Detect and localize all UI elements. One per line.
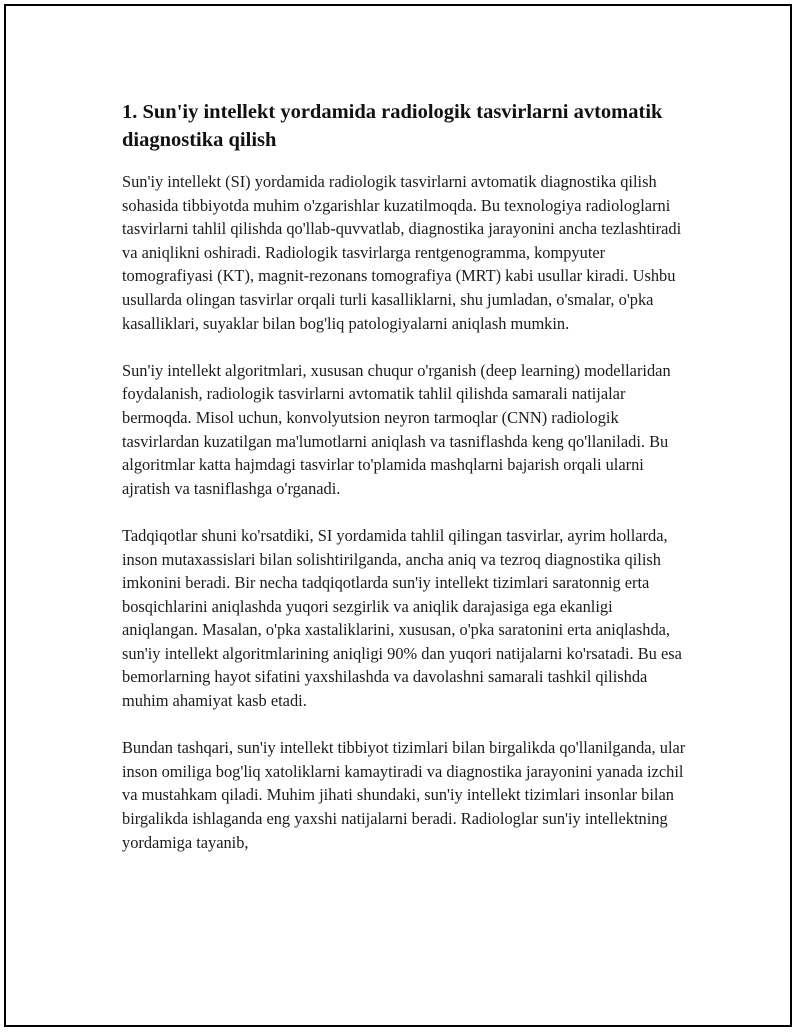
section-heading: 1. Sun'iy intellekt yordamida radiologik tasvirlarni avtomatik diagnostika qilish	[122, 101, 663, 151]
paragraph-2: Sun'iy intellekt algoritmlari, xususan chuqur o'rganish (deep learning) modellaridan foydalanish, radiologik tasvirlarni avtomatik tahlil qilishda samarali natijalar bermoqda. Misol uchun, konvolyutsion neyron tarmoqlar (CNN) radiologik tasvirlardan kuzatilgan ma'lumotlarni aniqlash va tasniflashda keng qo'llaniladi. Bu algoritmlar katta hajmdagi tasvirlar to'plamida mashqlarni bajarish orqali ularni ajratish va tasniflashga o'rganadi.	[122, 360, 671, 498]
document-body	[122, 98, 692, 878]
paragraph-3: Tadqiqotlar shuni ko'rsatdiki, SI yordamida tahlil qilingan tasvirlar, ayrim hollarda, inson mutaxassislari bilan solishtirilganda, ancha aniq va tezroq diagnostika qilish imkonini beradi. Bir necha tadqiqotlarda sun'iy intellekt tizimlari saratonnig erta bosqichlarini aniqlashda yuqori sezgirlik va aniqlik darajasiga ega ekanligi aniqlangan. Masalan, o'pka xastaliklarini, xususan, o'pka saratonini erta aniqlashda, sun'iy intellekt algoritmlarining aniqligi 90% dan yuqori natijalarni ko'rsatadi. Bu esa bemorlarning hayot sifatini yaxshilashda va davolashni samarali tashkil qilishda muhim ahamiyat kasb etadi.	[122, 525, 682, 711]
paragraph-1: Sun'iy intellekt (SI) yordamida radiologik tasvirlarni avtomatik diagnostika qilish sohasida tibbiyotda muhim o'zgarishlar kuzatilmoqda. Bu texnologiya radiologlarni tasvirlarni tahlil qilishda qo'llab-quvvatlab, diagnostika jarayonini ancha tezlashtiradi va aniqlikni oshiradi. Radiologik tasvirlarga rentgenogramma, kompyuter tomografiyasi (KT), magnit-rezonans tomografiya (MRT) kabi usullar kiradi. Ushbu usullarda olingan tasvirlar orqali turli kasalliklarni, shu jumladan, o'smalar, o'pka kasalliklari, suyaklar bilan bog'liq patologiyalarni aniqlash mumkin.	[122, 172, 682, 333]
paragraph-4: Bundan tashqari, sun'iy intellekt tibbiyot tizimlari bilan birgalikda qo'llanilganda, ular inson omiliga bog'liq xatoliklarni kamaytiradi va diagnostika jarayonini yanada izchil va mustahkam qiladi. Muhim jihati shundaki, sun'iy intellekt tizimlari insonlar bilan birgalikda ishlaganda eng yaxshi natijalarni beradi. Radiologlar sun'iy intellektning yordamiga tayanib,	[122, 738, 686, 852]
document-page	[4, 4, 792, 1027]
